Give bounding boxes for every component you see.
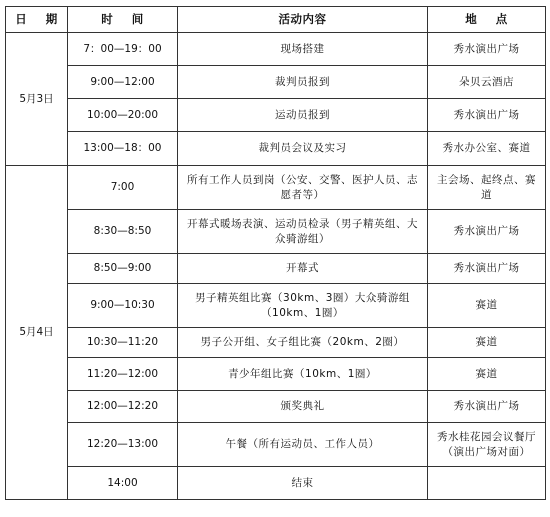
row-location: 主会场、起终点、赛道 bbox=[428, 166, 546, 210]
table-row bbox=[6, 284, 546, 328]
table-row bbox=[6, 391, 546, 423]
row-activity: 午餐（所有运动员、工作人员） bbox=[178, 423, 428, 467]
row-time: 12:20—13:00 bbox=[68, 423, 178, 467]
row-location: 秀水演出广场 bbox=[428, 210, 546, 254]
row-location: 赛道 bbox=[428, 328, 546, 358]
table-row bbox=[6, 99, 546, 132]
table-row bbox=[6, 467, 546, 500]
row-activity: 裁判员会议及实习 bbox=[178, 132, 428, 166]
row-time: 8:50—9:00 bbox=[68, 254, 178, 284]
row-time: 9:00—10:30 bbox=[68, 284, 178, 328]
day-date: 5月4日 bbox=[6, 166, 68, 500]
table-row bbox=[6, 210, 546, 254]
day-date: 5月3日 bbox=[6, 33, 68, 166]
row-time: 11:20—12:00 bbox=[68, 358, 178, 391]
row-activity: 男子公开组、女子组比赛（20km、2圈） bbox=[178, 328, 428, 358]
row-location: 赛道 bbox=[428, 284, 546, 328]
row-time: 10:00—20:00 bbox=[68, 99, 178, 132]
table-row bbox=[6, 254, 546, 284]
header-activity: 活动内容 bbox=[178, 7, 428, 33]
table-row bbox=[6, 328, 546, 358]
row-location: 朵贝云酒店 bbox=[428, 66, 546, 99]
row-location: 秀水演出广场 bbox=[428, 254, 546, 284]
row-location: 秀水演出广场 bbox=[428, 391, 546, 423]
table-row bbox=[6, 358, 546, 391]
table-row bbox=[6, 423, 546, 467]
row-time: 14:00 bbox=[68, 467, 178, 500]
table-row bbox=[6, 66, 546, 99]
row-time: 8:30—8:50 bbox=[68, 210, 178, 254]
row-time: 9:00—12:00 bbox=[68, 66, 178, 99]
header-date: 日 期 bbox=[6, 7, 68, 33]
row-location: 秀水演出广场 bbox=[428, 99, 546, 132]
header-location: 地 点 bbox=[428, 7, 546, 33]
row-time: 10:30—11:20 bbox=[68, 328, 178, 358]
row-time: 7：00—19：00 bbox=[68, 33, 178, 66]
schedule-table bbox=[5, 6, 546, 500]
header-time: 时 间 bbox=[68, 7, 178, 33]
row-time: 12:00—12:20 bbox=[68, 391, 178, 423]
row-activity: 开幕式暖场表演、运动员检录（男子精英组、大众骑游组） bbox=[178, 210, 428, 254]
row-activity: 所有工作人员到岗（公安、交警、医护人员、志愿者等） bbox=[178, 166, 428, 210]
row-time: 13:00—18：00 bbox=[68, 132, 178, 166]
row-location: 秀水桂花园会议餐厅（演出广场对面） bbox=[428, 423, 546, 467]
row-activity: 运动员报到 bbox=[178, 99, 428, 132]
row-location: 秀水演出广场 bbox=[428, 33, 546, 66]
row-location bbox=[428, 467, 546, 500]
row-activity: 男子精英组比赛（30km、3圈）大众骑游组（10km、1圈） bbox=[178, 284, 428, 328]
row-time: 7:00 bbox=[68, 166, 178, 210]
row-activity: 青少年组比赛（10km、1圈） bbox=[178, 358, 428, 391]
table-row bbox=[6, 166, 546, 210]
row-activity: 颁奖典礼 bbox=[178, 391, 428, 423]
header-row bbox=[6, 7, 546, 33]
row-activity: 裁判员报到 bbox=[178, 66, 428, 99]
row-activity: 开幕式 bbox=[178, 254, 428, 284]
row-activity: 结束 bbox=[178, 467, 428, 500]
schedule-document bbox=[5, 6, 546, 500]
table-row bbox=[6, 33, 546, 66]
row-location: 秀水办公室、赛道 bbox=[428, 132, 546, 166]
row-activity: 现场搭建 bbox=[178, 33, 428, 66]
row-location: 赛道 bbox=[428, 358, 546, 391]
table-row bbox=[6, 132, 546, 166]
